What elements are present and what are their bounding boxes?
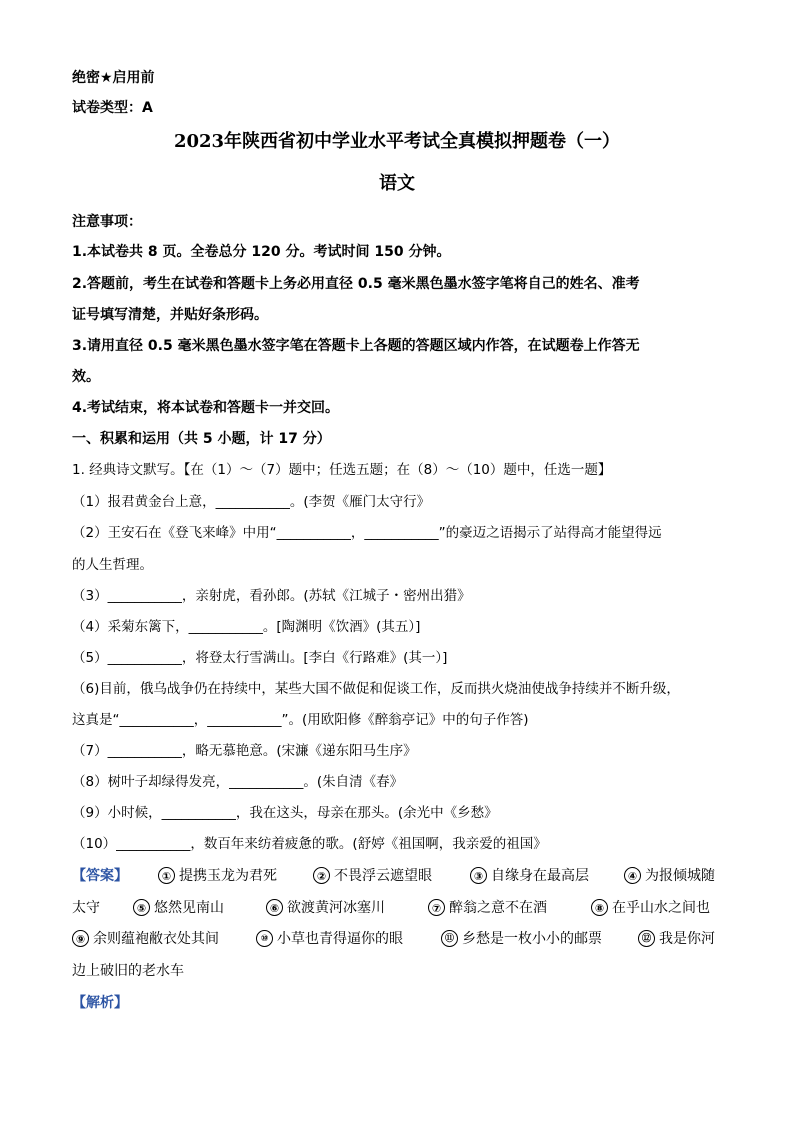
- question-1-stem: 1. 经典诗文默写。【在（1）～（7）题中；任选五题；在（8）～（10）题中，任选一题】: [72, 462, 612, 478]
- answer-4: [624, 866, 715, 886]
- answer-5: [133, 898, 224, 918]
- analysis-label: 【解析】: [72, 995, 128, 1011]
- exam-title: 2023年陕西省初中学业水平考试全真模拟押题卷（一）: [173, 131, 621, 152]
- answer-text-10: 小草也青得逼你的眼: [277, 931, 403, 947]
- item-2-line-2: 的人生哲理。: [72, 557, 153, 573]
- answer-text-8: 在乎山水之间也: [612, 900, 710, 916]
- answer-text-5: 悠然见南山: [154, 900, 224, 916]
- section-heading: 一、积累和运用（共 5 小题，计 17 分）: [72, 431, 331, 447]
- note-4: 4.考试结束，将本试卷和答题卡一并交回。: [72, 400, 340, 416]
- answer-8: [591, 898, 710, 918]
- item-2-line-1: （2）王安石在《登飞来峰》中用“___________，___________”的豪迈之语揭示了站得高才能望得远: [72, 525, 662, 541]
- answer-text-3: 自缘身在最高层: [491, 868, 589, 884]
- answer-text-4a: 为报倾城随: [645, 868, 715, 884]
- answer-11: [441, 929, 602, 949]
- answer-number-9: ⑨: [72, 930, 89, 947]
- answer-number-4: ④: [624, 867, 641, 884]
- notes-heading: 注意事项：: [72, 214, 142, 230]
- answer-number-1: ①: [158, 867, 175, 884]
- answer-12-cont: 边上破旧的老水车: [72, 963, 184, 979]
- answer-text-9: 余则蕴袍敝衣处其间: [93, 931, 219, 947]
- subject-title: 语文: [379, 173, 415, 194]
- item-3: （3）___________，亲射虎，看孙郎。(苏轼《江城子・密州出猎》: [72, 588, 471, 604]
- answer-text-11: 乡愁是一枚小小的邮票: [462, 931, 602, 947]
- answer-number-2: ②: [313, 867, 330, 884]
- item-8: （8）树叶子却绿得发亮，___________。(朱自清《春》: [72, 774, 404, 790]
- answer-9: [72, 929, 219, 949]
- answer-7: [428, 898, 547, 918]
- answer-text-2: 不畏浮云遮望眼: [334, 868, 432, 884]
- answer-2: [313, 866, 432, 886]
- item-7: （7）___________，略无慕艳意。(宋濂《递东阳马生序》: [72, 743, 417, 759]
- answer-number-12: ⑫: [638, 930, 655, 947]
- answer-12: [638, 929, 715, 949]
- answer-number-10: ⑩: [256, 930, 273, 947]
- paper-type: 试卷类型：A: [72, 100, 153, 116]
- item-9: （9）小时候，___________，我在这头，母亲在那头。(余光中《乡愁》: [72, 805, 498, 821]
- answer-10: [256, 929, 403, 949]
- answer-3: [470, 866, 589, 886]
- item-1: （1）报君黄金台上意，___________。(李贺《雁门太守行》: [72, 494, 431, 510]
- item-4: （4）采菊东篱下，___________。[陶渊明《饮酒》(其五）]: [72, 619, 421, 635]
- answer-number-5: ⑤: [133, 899, 150, 916]
- item-10: （10）___________，数百年来纺着疲惫的歌。(舒婷《祖国啊，我亲爱的祖国》: [72, 836, 547, 852]
- note-2-line-1: 2.答题前，考生在试卷和答题卡上务必用直径 0.5 毫米黑色墨水签字笔将自己的姓名、准考: [72, 276, 640, 292]
- note-2-line-2: 证号填写清楚，并贴好条形码。: [72, 307, 268, 323]
- answer-text-7: 醉翁之意不在酒: [449, 900, 547, 916]
- item-6-line-1: （6)目前，俄乌战争仍在持续中，某些大国不做促和促谈工作，反而拱火烧油使战争持续并不断升级，: [72, 681, 680, 697]
- answer-label: 【答案】: [72, 868, 128, 884]
- answer-number-7: ⑦: [428, 899, 445, 916]
- answer-number-3: ③: [470, 867, 487, 884]
- answer-6: [266, 898, 385, 918]
- answer-1: [158, 866, 277, 886]
- answer-number-6: ⑥: [266, 899, 283, 916]
- note-1: 1.本试卷共 8 页。全卷总分 120 分。考试时间 150 分钟。: [72, 244, 451, 260]
- answer-number-8: ⑧: [591, 899, 608, 916]
- confidential-label: 绝密★启用前: [72, 70, 155, 86]
- answer-number-11: ⑪: [441, 930, 458, 947]
- note-3-line-2: 效。: [72, 369, 100, 385]
- answer-4-cont: 太守: [72, 900, 100, 916]
- answer-text-6: 欲渡黄河冰塞川: [287, 900, 385, 916]
- answer-text-12a: 我是你河: [659, 931, 715, 947]
- item-6-line-2: 这真是“___________，___________”。(用欧阳修《醉翁亭记》中的句子作答): [72, 712, 529, 728]
- answer-text-1: 提携玉龙为君死: [179, 868, 277, 884]
- item-5: （5）___________，将登太行雪满山。[李白《行路难》(其一）]: [72, 650, 448, 666]
- note-3-line-1: 3.请用直径 0.5 毫米黑色墨水签字笔在答题卡上各题的答题区域内作答，在试题卷上作答无: [72, 338, 640, 354]
